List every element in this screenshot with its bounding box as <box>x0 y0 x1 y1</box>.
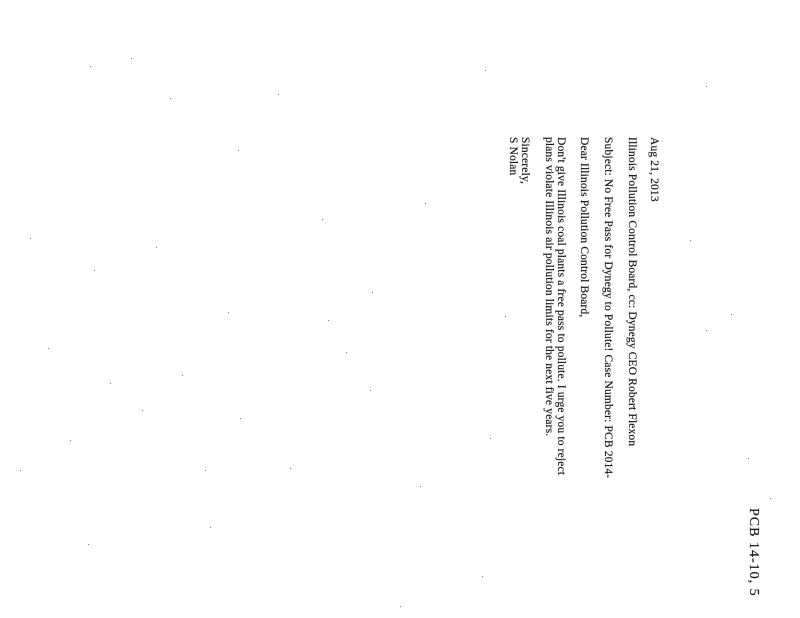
letter-salutation: Dear Illinois Pollution Control Board, <box>578 137 590 318</box>
letter-subject: Subject: No Free Pass for Dynegy to Pollute! Case Number: PCB 2014- <box>602 137 614 479</box>
letter-date: Aug 21, 2013 <box>648 137 660 202</box>
letter-body-line: Don't give Illinois coal plants a free pass to pollute. I urge you to reject <box>555 137 567 476</box>
letter-signature: S Nolan <box>507 137 519 176</box>
letter-recipients: Illinois Pollution Control Board, cc: Dynegy CEO Robert Flexon <box>626 137 638 447</box>
document-reference: PCB 14-10, 5 <box>746 508 761 597</box>
letter-closing: Sincerely, <box>519 137 531 185</box>
letter-body-line: plans violate Illinois air pollution limits for the next five years. <box>543 137 555 437</box>
